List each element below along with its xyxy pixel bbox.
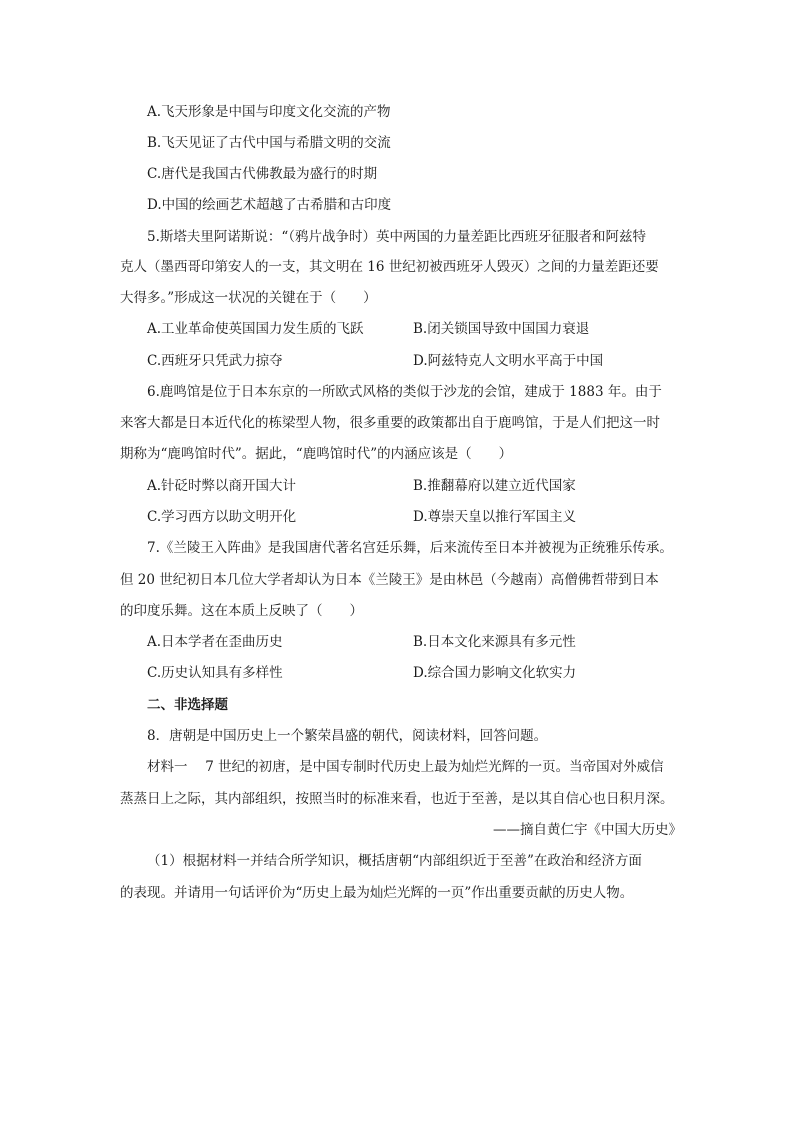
q4-option-c: C.唐代是我国古代佛教最为盛行的时期 [147,166,378,182]
q8-material1-line2: 蒸蒸日上之际，其内部组织，按照当时的标准来看，也近于至善，是以其自信心也日积月深。 [120,791,674,807]
q6-stem-line3: 期称为“鹿鸣馆时代”。据此，“鹿鸣馆时代”的内涵应该是（ ） [120,446,513,462]
q6-stem-line2: 来客大都是日本近代化的栋梁型人物，很多重要的政策都出自于鹿鸣馆，于是人们把这一时 [120,415,660,431]
q6-option-b: B.推翻幕府以建立近代国家 [413,478,576,494]
q5-option-b: B.闭关锁国导致中国国力衰退 [413,321,590,337]
q7-option-b: B.日本文化来源具有多元性 [413,634,576,650]
q7-option-c: C.历史认知具有多样性 [147,665,283,681]
q6-option-c: C.学习西方以助文明开化 [147,509,297,525]
q7-option-a: A.日本学者在歪曲历史 [147,634,283,650]
q8-intro: 8．唐朝是中国历史上一个繁荣昌盛的朝代，阅读材料，回答问题。 [147,728,548,744]
q7-option-d: D.综合国力影响文化软实力 [413,665,577,681]
q6-option-a: A.针砭时弊以商开国大计 [147,478,297,494]
q5-stem-line1: 5.斯塔夫里阿诺斯说：“（鸦片战争时）英中两国的力量差距比西班牙征服者和阿兹特 [147,229,647,245]
q6-option-d: D.尊崇天皇以推行军国主义 [413,509,577,525]
q5-option-c: C.西班牙只凭武力掠夺 [147,353,283,369]
q8-material1-line1: 材料一 7 世纪的初唐，是中国专制时代历史上最为灿烂光辉的一页。当帝国对外威信 [147,759,664,775]
q7-stem-line2: 但 20 世纪初日本几位大学者却认为日本《兰陵王》是由林邑（今越南）高僧佛哲带到日本 [120,572,659,588]
q8-material1-source: ——摘自黄仁宇《中国大历史》 [493,822,682,838]
q6-stem-line1: 6.鹿鸣馆是位于日本东京的一所欧式风格的类似于沙龙的会馆，建成于 1883 年。由于 [147,384,662,400]
q5-stem-line2: 克人（墨西哥印第安人的一支，其文明在 16 世纪初被西班牙人毁灭）之间的力量差距还要 [120,259,659,275]
q5-option-a: A.工业革命使英国国力发生质的飞跃 [147,321,364,337]
q4-option-d: D.中国的绘画艺术超越了古希腊和古印度 [147,197,392,213]
q7-stem-line3: 的印度乐舞。这在本质上反映了（ ） [120,603,363,619]
q8-sub1-line2: 的表现。并请用一句话评价为“历史上最为灿烂光辉的一页”作出重要贡献的历史人物。 [120,885,634,901]
section-heading: 二、非选择题 [147,697,228,713]
q5-stem-line3: 大得多。”形成这一状况的关键在于（ ） [120,290,377,306]
q8-sub1-line1: （1）根据材料一并结合所学知识，概括唐朝“内部组织近于至善”在政治和经济方面 [147,853,642,869]
q7-stem-line1: 7.《兰陵王入阵曲》是我国唐代著名宫廷乐舞，后来流传至日本并被视为正统雅乐传承。 [147,540,673,556]
q4-option-b: B.飞天见证了古代中国与希腊文明的交流 [147,135,391,151]
q4-option-a: A.飞天形象是中国与印度文化交流的产物 [147,104,391,120]
q5-option-d: D.阿兹特克人文明水平高于中国 [413,353,604,369]
